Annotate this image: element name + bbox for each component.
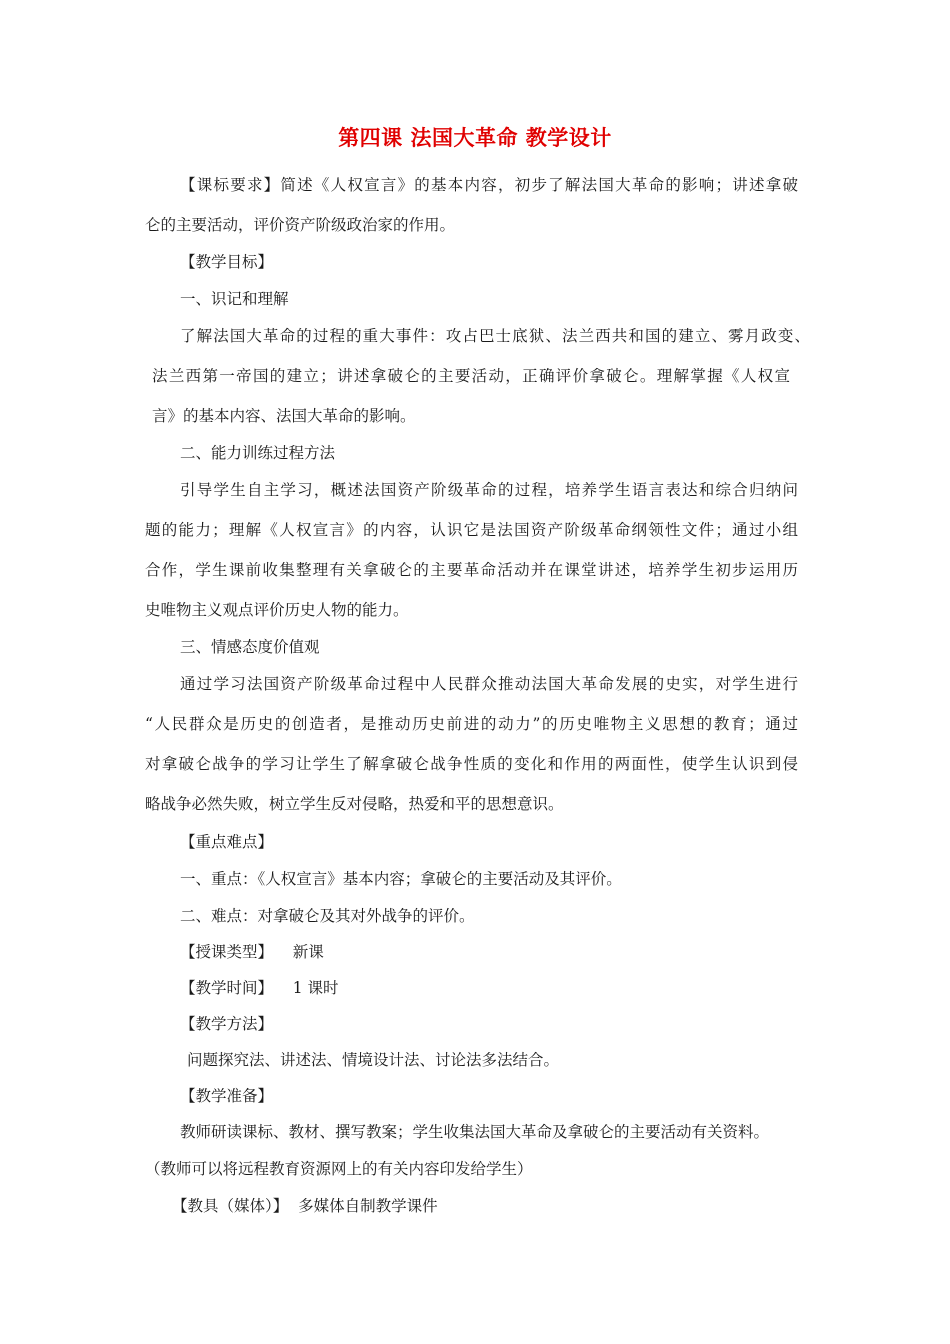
objective-2-line-2: 题的能力；理解《人权宣言》的内容，认识它是法国资产阶级革命纲领性文件；通过小组 xyxy=(145,521,798,539)
objective-3-line-1: 通过学习法国资产阶级革命过程中人民群众推动法国大革命发展的史实，对学生进行 xyxy=(180,675,798,693)
objective-3-heading: 三、情感态度价值观 xyxy=(180,638,320,656)
objective-2-heading: 二、能力训练过程方法 xyxy=(180,444,336,462)
objective-3-line-4: 略战争必然失败，树立学生反对侵略，热爱和平的思想意识。 xyxy=(145,795,564,813)
teaching-methods-heading: 【教学方法】 xyxy=(180,1015,274,1033)
objective-2-line-3: 合作，学生课前收集整理有关拿破仑的主要革命活动并在课堂讲述，培养学生初步运用历 xyxy=(145,561,798,579)
teaching-objectives-heading: 【教学目标】 xyxy=(180,253,274,271)
teaching-aids-line: 【教具（媒体）】 多媒体自制教学课件 xyxy=(172,1197,438,1215)
objective-1-line-2: 法兰西第一帝国的建立；讲述拿破仑的主要活动，正确评价拿破仑。理解掌握《人权宣 xyxy=(152,367,790,385)
lesson-time-line: 【教学时间】 1 课时 xyxy=(180,979,339,997)
objective-2-line-1: 引导学生自主学习，概述法国资产阶级革命的过程，培养学生语言表达和综合归纳问 xyxy=(180,481,798,499)
key-point-line: 一、重点：《人权宣言》基本内容；拿破仑的主要活动及其评价。 xyxy=(180,870,622,888)
objective-1-line-1: 了解法国大革命的过程的重大事件：攻占巴士底狱、法兰西共和国的建立、雾月政变、 xyxy=(180,327,810,345)
teaching-preparation-line-2: （教师可以将远程教育资源网上的有关内容印发给学生） xyxy=(145,1160,533,1178)
objective-2-line-4: 史唯物主义观点评价历史人物的能力。 xyxy=(145,601,409,619)
objective-1-heading: 一、识记和理解 xyxy=(180,290,289,308)
key-difficult-points-heading: 【重点难点】 xyxy=(180,833,274,851)
document-title: 第四课 法国大革命 教学设计 xyxy=(338,125,612,150)
difficult-point-line: 二、难点：对拿破仑及其对外战争的评价。 xyxy=(180,907,475,925)
curriculum-requirement-line-2: 仑的主要活动，评价资产阶级政治家的作用。 xyxy=(145,216,456,234)
teaching-methods-line: 问题探究法、讲述法、情境设计法、讨论法多法结合。 xyxy=(187,1051,560,1069)
objective-3-line-2: “人民群众是历史的创造者，是推动历史前进的动力”的历史唯物主义思想的教育；通过 xyxy=(145,715,798,733)
objective-3-line-3: 对拿破仑战争的学习让学生了解拿破仑战争性质的变化和作用的两面性，使学生认识到侵 xyxy=(145,755,798,773)
teaching-preparation-line-1: 教师研读课标、教材、撰写教案；学生收集法国大革命及拿破仑的主要活动有关资料。 xyxy=(180,1123,770,1141)
curriculum-requirement-line-1: 【课标要求】简述《人权宣言》的基本内容，初步了解法国大革命的影响；讲述拿破 xyxy=(180,176,798,194)
objective-1-line-3: 言》的基本内容、法国大革命的影响。 xyxy=(152,407,416,425)
lesson-type-line: 【授课类型】 新课 xyxy=(180,943,324,961)
teaching-preparation-heading: 【教学准备】 xyxy=(180,1087,274,1105)
